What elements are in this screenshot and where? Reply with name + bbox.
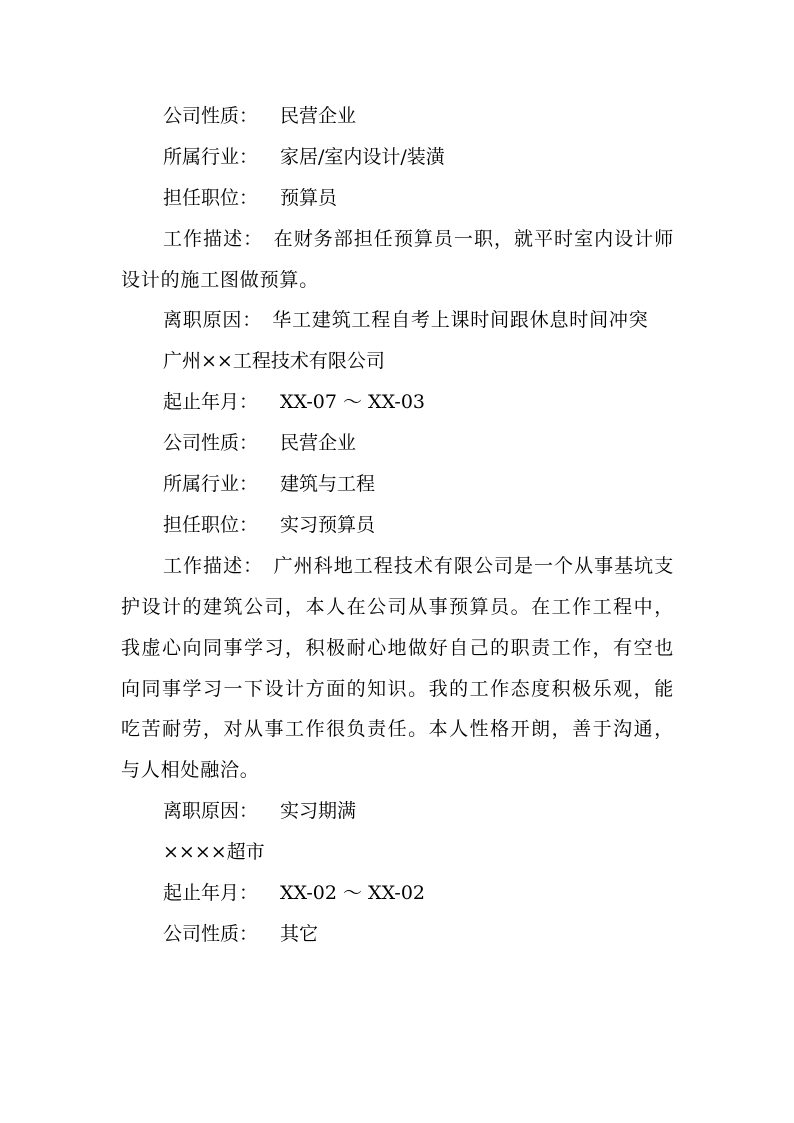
field-label: 公司性质： [163,922,259,945]
field-label: 担任职位： [163,186,259,209]
job-description-paragraph: 工作描述： 在财务部担任预算员一职，就平时室内设计师设计的施工图做预算。 [121,227,674,291]
field-value: 家居/室内设计/装潢 [280,145,445,168]
field-label: 公司性质： [163,432,259,455]
job-description-paragraph: 工作描述： 广州科地工程技术有限公司是一个从事基坑支护设计的建筑公司，本人在公司从事预算员。在工作工程中，我虚心向同事学习，积极耐心地做好自己的职责工作，有空也向同事学习一下设计方面的知识。我的工作态度积极乐观，能吃苦耐劳，对从事工作很负责任。本人性格开朗，善于沟通，与人相处融洽。 [121,554,674,782]
leave-reason-line [121,791,674,832]
company-type-line [121,914,674,955]
period-line [121,873,674,914]
field-label: 离职原因： [163,800,259,823]
field-value: 实习预算员 [280,513,376,536]
field-value: 实习期满 [280,800,357,823]
field-value: 预算员 [280,186,338,209]
field-value: 民营企业 [280,105,357,127]
field-label: 担任职位： [163,513,259,536]
industry-line [121,464,674,505]
field-label: 起止年月： [163,391,259,414]
position-line [121,505,674,546]
company-type-line [121,96,674,137]
industry-line [121,137,674,178]
field-value: XX-02 ～ XX-02 [280,882,426,905]
position-line [121,178,674,219]
field-label: 起止年月： [163,882,259,905]
company-name-heading: ××××超市 [163,841,265,864]
field-label: 公司性质： [163,105,259,127]
field-value: 民营企业 [280,432,357,455]
period-line [121,382,674,423]
field-value: XX-07 ～ XX-03 [280,391,426,414]
company-name-heading: 广州××工程技术有限公司 [163,350,385,373]
field-value: 其它 [280,922,319,945]
field-label: 所属行业： [163,145,259,168]
field-label: 所属行业： [163,473,259,496]
field-value: 建筑与工程 [280,473,376,496]
leave-reason-paragraph: 离职原因： 华工建筑工程自考上课时间跟休息时间冲突 [163,309,649,332]
company-type-line [121,423,674,464]
